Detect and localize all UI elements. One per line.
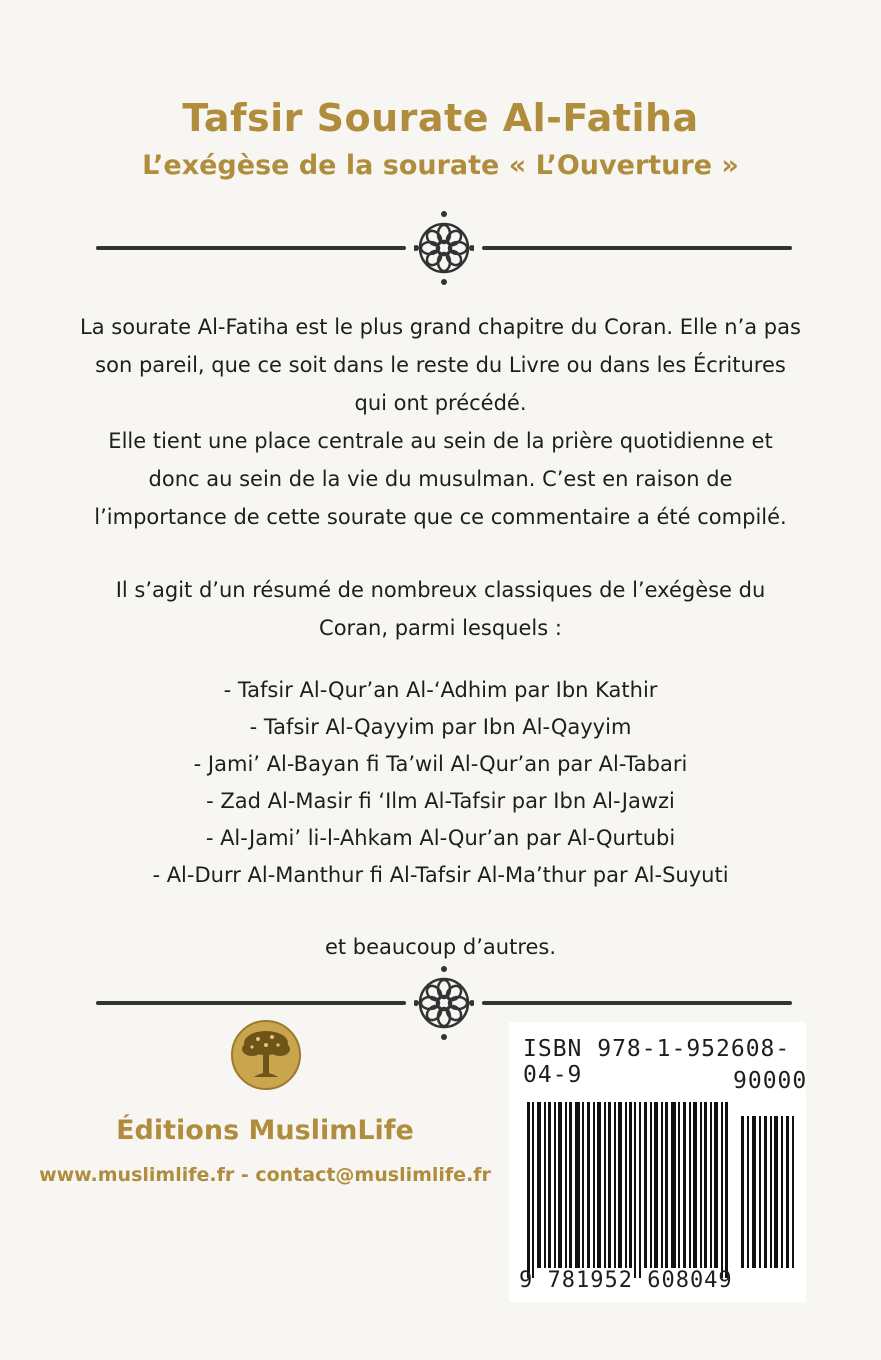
prayer-paragraph: Elle tient une place centrale au sein de la prière quotidienne et donc au sein de la vie du musulman. C’est en raison de l’importance de cette sourate que ce commentaire a été compilé.: [94, 429, 787, 529]
closing-text: et beaucoup d’autres.: [324, 935, 557, 959]
book-title: Tafsir Sourate Al-Fatiha: [182, 96, 699, 140]
publisher-name: Éditions MuslimLife: [116, 1115, 414, 1146]
isbn-number: ISBN 978-1-952608-04-9: [523, 1036, 791, 1088]
barcode-bars: [519, 1082, 799, 1278]
divider-line-right: [482, 1001, 792, 1005]
divider-line-left: [96, 246, 406, 250]
list-item: - Tafsir Al-Qur’an Al-‘Adhim par Ibn Kathir: [223, 678, 658, 702]
top-ornamental-divider: [96, 208, 792, 288]
rosette-icon: [414, 208, 474, 288]
price-code: 90000: [733, 1068, 808, 1094]
summary-paragraph: Il s’agit d’un résumé de nombreux classiques de l’exégèse du Coran, parmi lesquels :: [115, 578, 766, 640]
sources-list: [100, 672, 781, 894]
list-item: - Zad Al-Masir fi ‘Ilm Al-Tafsir par Ibn Al-Jawzi: [206, 789, 675, 813]
rosette-icon: [414, 963, 474, 1043]
list-item: - Jami’ Al-Bayan fi Ta’wil Al-Qur’an par Al-Tabari: [193, 752, 688, 776]
book-subtitle: L’exégèse de la sourate « L’Ouverture »: [142, 150, 739, 181]
intro-paragraph: La sourate Al-Fatiha est le plus grand chapitre du Coran. Elle n’a pas son pareil, que ce soit dans le reste du Livre ou dans les Écritures qui ont précédé.: [80, 315, 801, 415]
ean-digits: 9 781952 608049: [519, 1268, 733, 1293]
divider-line-left: [96, 1001, 406, 1005]
tree-icon: [228, 1019, 304, 1091]
publisher-contact: www.muslimlife.fr - contact@muslimlife.fr: [39, 1164, 491, 1186]
list-item: - Al-Durr Al-Manthur fi Al-Tafsir Al-Ma’thur par Al-Suyuti: [152, 863, 729, 887]
divider-line-right: [482, 246, 792, 250]
list-item: - Al-Jami’ li-l-Ahkam Al-Qur’an par Al-Qurtubi: [205, 826, 676, 850]
isbn-barcode: [509, 1022, 806, 1302]
list-item: - Tafsir Al-Qayyim par Ibn Al-Qayyim: [249, 715, 632, 739]
